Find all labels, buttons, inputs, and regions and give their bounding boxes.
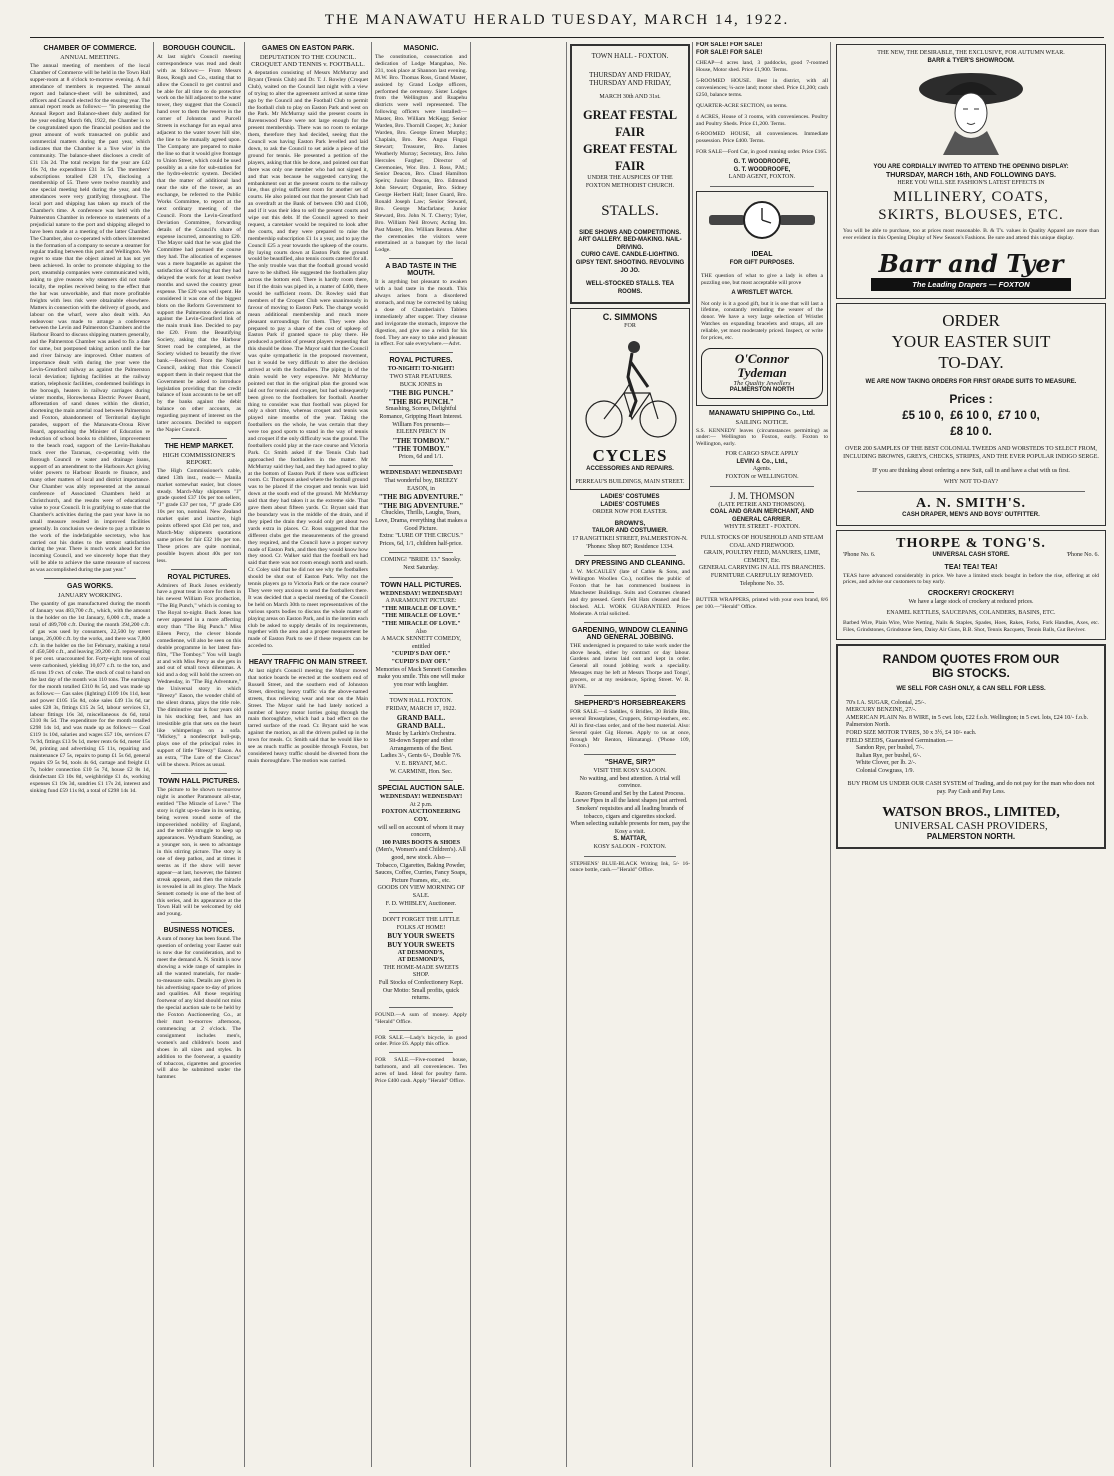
easter-suit-ad [836, 303, 1106, 527]
logo-tagline: The Leading Drapers — FOXTON [871, 278, 1071, 291]
ad-line: When selecting suitable presents for men, pay the Kosy a visit. [570, 821, 690, 835]
ad-line: Prices, 6d and 1/1. [398, 453, 444, 460]
quote-item: 70's I.A. SUGAR, Colonial, 25/-. [846, 699, 926, 706]
article-subheading: ANNUAL MEETING. [60, 54, 120, 61]
ad-line: LADIES' COSTUMES [600, 501, 660, 508]
article-heading: GAMES ON EASTON PARK. [261, 45, 355, 52]
divider [710, 486, 814, 487]
ad-line: OVER 200 SAMPLES OF THE BEST COLONIAL TWEEDS AND WORSTEDS TO SELECT FROM, INCLUDING BROWNS, GREYS, CHECKS, STRIPES, AND THE EVER POPULAR INDIGO SERGE. [843, 446, 1099, 460]
quote-item: Sandon Rye, per bushel, 7/-. [856, 745, 924, 752]
divider [584, 622, 676, 623]
ad-line: FOR SALE! FOR SALE! [696, 49, 763, 56]
stalls-title: STALLS. [601, 202, 659, 219]
ad-line: will sell on account of whom it may concern, [377, 824, 465, 839]
ad-line: TOWN HALL FOXTON. [389, 698, 453, 705]
ad-line: S. MATTAR, [613, 836, 647, 843]
ad-line: BUY YOUR SWEETS [387, 940, 455, 949]
ad-body: Barbed Wire, Plain Wire, Wire Netting, Nails & Staples, Spades, Hoes, Rakes, Forks, Fork Handles, Axes, etc. Files, Grindstones, Grindstone Sets, Daisy Air Guns, B.B. Shot, Tennis Racquets, Tennis Balls, Gut Reviver. [843, 620, 1099, 634]
ad-line: FOR [624, 323, 636, 330]
price: £5 10 0, [902, 410, 944, 423]
ad-line: (LATE PETRIE AND THOMSON). [718, 501, 806, 508]
article-body: The constitution, consecration and dedication of Lodge Mangahao, No. 231, took place at Shannon last evening. M.W. Bro. Thomas Ross, Grand Master, assisted by Grand Lodge officers, performed the ceremony. Sister Lodges from the Wellington and Ruapehu districts were well represented. The following officers were installed:—Master, Bro. William McKegg; Senior Warden, Bro. Thornill Cooper, Jr.; Junior Warden, Bro. George Ernest Murphy; Chaplain, Bro. Rev. Angus Fingal Stewart; Treasurer, Bro. James Weatherly Murray; Secretary, Bro. John Hercules Fargher; Director of Ceremonies, Wor. Bro. J. Ross, P.M.; Senior Deacon, Bro. Claud Hamilton Speirs; Junior Deacon, Bro. Edmund John Stewart; Organist, Bro. Sidney George Herbert Hall; Inner Guard, Bro. Ronald Joseph Law; Senior Steward, Bro. George Macfarlane; Junior Steward, Bro. John N. T. Cherry; Tyler, Bro. William Neil Brown; Acting Im. Past Master, Bro. William Renton. After the ceremonies the visitors were entertained at a banquet by the local Lodge. [375, 54, 467, 254]
price: £6 10 0, [950, 410, 992, 423]
grand-ball-ad [375, 698, 467, 776]
watson-bros-ad [836, 644, 1106, 850]
divider [389, 552, 453, 553]
ad-line: "CUPID'S DAY OFF." [391, 658, 451, 665]
ad-line: TOWN HALL - FOXTON. [591, 52, 669, 60]
ad-line: Telephone No. 35. [739, 580, 785, 587]
divider [171, 438, 227, 439]
ad-line: (Men's, Women's and Children's). All good, new stock. Also— [376, 847, 466, 861]
ad-title: J. M. THOMSON [729, 490, 795, 501]
masthead: THE MANAWATU HERALD TUESDAY, MARCH 14, 1922. [324, 12, 790, 28]
kosy-saloon-ad [570, 759, 690, 851]
ad-line: FOXTON or WELLINGTON. [725, 474, 799, 481]
ad-line: WEDNESDAY! WEDNESDAY! [379, 590, 463, 597]
auction-sale-ad [375, 794, 467, 908]
column-3 [248, 42, 368, 1467]
column-6 [696, 42, 828, 1467]
article-subheading: DEPUTATION TO THE COUNCIL. CROQUET AND TENNIS v. FOOTBALL. [251, 54, 365, 68]
ad-line: COMING! "BRIDE 13." Snooky. [380, 557, 462, 564]
ad-line: TO-NIGHT! TO-NIGHT! [387, 366, 455, 373]
ad-line: Ladies 3/-, Gents 6/-, Double 7/6. [380, 753, 462, 760]
ad-title: THORPE & TONG'S. [896, 536, 1046, 552]
article-heading: THE HEMP MARKET. [164, 442, 234, 450]
ad-heading: TOWN HALL PICTURES. [380, 581, 462, 589]
divider [44, 578, 136, 579]
column-rule [692, 42, 693, 1467]
ad-line: "THE BIG ADVENTURE." [378, 493, 464, 502]
divider [389, 1007, 453, 1008]
divider [389, 693, 453, 694]
ad-line: GRAND BALL. [396, 713, 446, 722]
ad-line: Our Motto: Small profits, quick returns. [382, 987, 460, 1002]
prices-heading: Prices : [949, 392, 993, 407]
ad-line: No waiting, and best attention. A trial will convince. [579, 775, 681, 790]
ad-heading: ROYAL PICTURES. [389, 357, 453, 365]
ad-title: WATSON BROS., LIMITED, [882, 804, 1060, 820]
ad-line: FURNITURE CAREFULLY REMOVED. [710, 573, 814, 579]
ad-line: WELL-STOCKED STALLS. TEA ROOMS. [585, 281, 675, 295]
ad-line: WE ARE NOW TAKING ORDERS FOR FIRST GRADE SUITS TO MEASURE. [865, 378, 1077, 385]
ad-line: THE NEW, THE DESIRABLE, THE EXCLUSIVE, FOR AUTUMN WEAR. [877, 50, 1065, 56]
ad-line: A PARAMOUNT PICTURE: [385, 598, 457, 605]
ad-line: BUY YOUR SWEETS [387, 932, 455, 941]
ad-headline: TO-DAY. [938, 352, 1004, 372]
land-agent [696, 159, 828, 182]
ad-line: 100 PAIRS BOOTS & SHOES [381, 839, 461, 846]
price-list [843, 408, 1099, 440]
article-body: The High Commissioner's cable, dated 13th inst., reads:— Manila market somewhat easier, but closes steady. March-May shipments "J" grade quoted £37 10s per ton sellers, "J" grade £37 per ton, "J" grade £36 10s per ton, nominal. New Zealand market quiet and inactive, high points offered spot £34 per ton, and March-May shipments quotations same prices for fair £32 10s per ton. These prices are quite nominal, possible buyers about 40s per ton less. [157, 467, 241, 564]
ad-line: MARCH 30th AND 31st. [599, 93, 661, 100]
ad-line: At 2 p.m. [409, 801, 433, 808]
logo-text: O'Connor [734, 350, 790, 366]
article-heading: HEAVY TRAFFIC ON MAIN STREET. [248, 659, 368, 667]
thomson-ad [696, 491, 828, 589]
ad-line: BROWN'S, [614, 520, 646, 527]
article-heading: TOWN HALL PICTURES. [158, 778, 240, 785]
ad-line: AT DESMOND'S, [397, 949, 445, 956]
divider [584, 856, 676, 857]
divider [710, 592, 814, 593]
ad-line: 'Phone No. 6. [843, 552, 876, 559]
ad-line: WHYTE STREET - FOXTON. [724, 524, 800, 531]
logo-text: The Quality Jewellers [733, 379, 791, 387]
article-heading: A BAD TASTE IN THE MOUTH. [385, 263, 457, 278]
divider [584, 555, 676, 556]
article-heading: ROYAL PICTURES. [167, 573, 231, 581]
divider [389, 352, 453, 353]
ad-heading: GARDENING, WINDOW CLEANING AND GENERAL JOBBING. [572, 626, 688, 641]
column-2 [157, 42, 241, 1467]
ad-line: WEDNESDAY! WEDNESDAY! [379, 794, 463, 801]
small-ad: FOR SALE.—Lady's bicycle, in good order. Price £6. Apply this office. [375, 1034, 467, 1048]
ad-line: CASH DRAPER, MEN'S AND BOYS' OUTFITTER. [902, 511, 1040, 518]
fair-title: GREAT FESTAL FAIR [582, 142, 678, 174]
ad-line: "THE TOMBOY." [392, 436, 450, 445]
festal-fair-ad [570, 44, 690, 304]
ad-line: 'Phones: Shop 807; Residence 1334. [586, 543, 674, 550]
ad-line: A MACK SENNETT COMEDY, entitled [381, 636, 461, 650]
ad-line: FOR GIFT PURPOSES. [729, 259, 795, 266]
ad-line: GOODS ON VIEW MORNING OF SALE. [377, 885, 465, 899]
ad-line: LADIES' COSTUMES [600, 494, 660, 501]
ad-headline: RANDOM QUOTES FROM OUR [882, 651, 1060, 666]
article-heading: BOROUGH COUNCIL. [162, 45, 236, 52]
article-body: A sum of money has been found. The question of ordering your Easter suit is now due for consideration, and to meet the demand A. N. Smith is now showing a wide range of samples in all the wanted materials, for made-to-measure suits. Details are given in his advertising space to-day of prices and qualities. All those requiring footwear of any kind should not miss the special auction sale to be held by the Foxton Auctioneering Co., at their mart to-morrow afternoon, commencing at 2 o'clock. The consignment includes men's, women's and children's boots and shoes in all sizes and styles. In addition to the footwear, a quantity of tobaccos, cigarettes and groceries will also be submitted under the hammer. [157, 936, 241, 1081]
ad-line: WHY NOT TO-DAY? [943, 479, 999, 486]
price: £7 10 0, [998, 410, 1040, 423]
property-listing: 4 ACRES, House of 3 rooms, with conveniences. Poultry and Poultry Sheds. Price £1,200. Terms. [696, 113, 828, 127]
column-7 [836, 42, 1106, 1467]
logo-text: Tydeman [737, 364, 787, 380]
wristlet-watch-ad [696, 191, 828, 406]
ad-body: J. W. McCAULEY (late of Cathie & Sons, and Wellington Woollen Co.), notifies the public of Foxton that he has commenced business in Manchester Buildings. Suits and Costumes cleaned and dry pressed. Gent's Felt Hats cleaned and Re-blocked. ALL WORK GUARANTEED. Prices Moderate. A trial solicited. [570, 569, 690, 617]
column-1 [30, 42, 150, 1467]
simmons-cycles-ad [570, 308, 690, 490]
ad-line: AT DESMOND'S, [397, 957, 445, 964]
divider [389, 780, 453, 781]
divider [171, 922, 227, 923]
divider [389, 258, 453, 259]
ad-line: 17 RANGITIKEI STREET, PALMERSTON-N. [572, 536, 688, 543]
ad-line: FULL STOCKS OF HOUSEHOLD AND STEAM COAL AND FIREWOOD. [700, 535, 824, 549]
divider [584, 695, 676, 696]
ad-line: CURIO CAVE. CANDLE-LIGHTING. [581, 252, 679, 259]
article-body: The picture to be shown to-morrow night is another Paramount all-star, entitled "The Miracle of Love." The story is right up-to-date in its setting, being woven round some of the impoverished nobility of England, and the terrible struggle to keep up appearances. Wyndham Standing, as a younger son, is seen to advantage in this stirring picture. The story is one of deep pathos, and at times it seems as if the show will never appear—at last, however, the faintest streak appears, and then the miracle is revealed in all its glory. The Mack Sennett comedy is one of the best of this series, and its appearance at the Town Hall will be welcomed by old and young. [157, 787, 241, 918]
article-body: At last night's Council meeting the Mayor moved that notice boards be erected at the southern end of Russell Street, and the southern end of Johnston Street, directing heavy traffic via the above-named streets, thus relieving wear and tear on the Main Street. The Mayor said he had lately noticed a number of heavy motor lorries going through the main thoroughfare, which had a bad effect on the tarred surface of the road. Cr. Bryant said he was against the motion, as all the drivers pulled up in the town for meals. Cr. Smith said that he would like to see as much traffic as possible through Foxton, but considered heavy traffic should be diverted from the main thoroughfare. The motion was carried. [248, 668, 368, 764]
phone-row [843, 552, 1099, 560]
quote-item: AMERICAN PLAIN No. 8 WIRE, in 5 cwt. lots, £22 f.o.b. Wellington; in 5 cwt. lots, £24 10/- f.o.b. Palmerston North. [846, 714, 1088, 729]
brown-tailor-ad [570, 494, 690, 551]
ad-line: VISIT THE KOSY SALOON. [593, 767, 667, 774]
article-body: Admirers of Buck Jones evidently have a great treat in store for them in his newest William Fox production, "The Big Punch," which is coming to The Royal to-night. Buck Jones has never appeared in a more affecting story than "The Big Punch." Miss Eileen Percy, the clever blonde comedienne, will also be seen on this double programme in her latest fun-film, "The Tomboy." You will laugh at and with Miss Percy as she gets in and out of small town dilemmas. A kid and a dog will hold the screen on Wednesday, in "The Big Adventure," the Universal story in which "Breezy" Eason, the wonder child of the silent drama, plays the title role. The diminutive star is four years old in his stocking feet, and has an irresistible grin that sets on the heart like whimperings on a sofa. "Mickey," a nondescript bull-pup, plays one of the principal roles in support of little "Breezy" Eason. As an extra, "The Lure of the Circus" will be shown. Prices as usual. [157, 582, 241, 769]
ad-body: S.S. KENNEDY leaves (circumstances permitting) as under:— Wellington to Foxton, early. Foxton to Wellington, early. [696, 427, 828, 448]
property-listing: 5-ROOMED HOUSE. Best in district, with all conveniences; ¼-acre land; motor shed. Price £1,200; cash £250, balance terms. [696, 78, 828, 98]
ad-headline: BIG STOCKS. [932, 665, 1010, 680]
ad-line: "THE BIG ADVENTURE." [378, 501, 464, 510]
ad-line: G. T. WOODROOFE, [733, 166, 791, 173]
ad-line: UNIVERSAL CASH PROVIDERS, [894, 820, 1048, 832]
divider [710, 186, 814, 187]
royal-pictures-ad [375, 366, 467, 572]
small-ad: BUTTER WRAPPERS, printed with your own brand, 8/6 per 100.—"Herald" Office. [696, 597, 828, 611]
barr-tyer-logo [871, 250, 1071, 291]
divider [389, 465, 453, 466]
small-ad: FOR SALE.—Five-roomed house, bathroom, and all conveniences. Ten acres of land. Ideal for poultry farm. Price £400 cash. Apply "Herald" Office. [375, 1057, 467, 1085]
sweets-ad [375, 917, 467, 1003]
barr-tyer-ad [836, 44, 1106, 299]
ad-line: Smokers' requisites and all leading brands of tobacco, cigars and cigarettes stocked. [576, 805, 684, 820]
divider [857, 491, 1085, 492]
ad-line: Sit-down Supper and other Arrangements of the Best. [388, 738, 454, 752]
ad-line: That wonderful boy, BREEZY EASON, in [384, 478, 458, 492]
ad-title: A. N. SMITH'S. [915, 495, 1027, 511]
ad-line: GRAIN, POULTRY FEED, MANURES, LIME, CEMENT, Etc. [703, 550, 821, 564]
ad-line: THURSDAY AND FRIDAY, [589, 70, 671, 79]
ad-heading: SHEPHERD'S HORSEBREAKERS [574, 699, 686, 707]
column-rule [371, 42, 372, 1467]
divider [389, 912, 453, 913]
ad-line: FOXTON AUCTIONEERING COY. [381, 809, 461, 824]
ad-line: GENERAL CARRYING IN ALL ITS BRANCHES. [698, 565, 826, 572]
ad-line: GIPSY TENT. SHOOTING. REVOLVING JO JO. [575, 259, 685, 274]
for-sale-header [696, 50, 828, 58]
shipping-agents [696, 451, 828, 481]
ad-body: THE undersigned is prepared to take work under the above heads, either by contract or day labour. Gardens and lawns laid out and kept in order. General all round jobbing work a speciality. Messages may be left at Messrs Thorpe and Tongs', grocers, or at my residence, Spring Street. W. R. BYNE. [570, 642, 690, 691]
divider [389, 1030, 453, 1031]
ad-line: TEA! TEA! TEA! [944, 563, 998, 571]
ad-line: Music by Larkin's Orchestra. [386, 730, 456, 737]
ad-line: PALMERSTON NORTH [729, 386, 795, 393]
ad-line: "THE MIRACLE OF LOVE." [381, 620, 461, 627]
wristwatch-illustration [707, 198, 817, 242]
ad-line: Razors Ground and Set by the Latest Process. [575, 790, 685, 797]
divider [584, 754, 676, 755]
column-rule [153, 42, 154, 1467]
for-sale-header [696, 42, 828, 50]
masthead-rule [30, 37, 1104, 38]
ad-line: THE HOME-MADE SWEETS SHOP. [383, 964, 459, 979]
column-rule [244, 42, 245, 1467]
ad-line: SIDE SHOWS AND COMPETITIONS. [579, 229, 681, 236]
ad-line: YOU ARE CORDIALLY INVITED TO ATTEND THE OPENING DISPLAY: [873, 164, 1069, 171]
cycles-title: CYCLES [592, 445, 668, 465]
logo-text: Barr and Tyer [878, 248, 1064, 278]
ad-line: WE SELL FOR CASH ONLY, & CAN SELL FOR LESS. [896, 685, 1046, 692]
ad-line: PALMERSTON NORTH. [926, 831, 1016, 841]
ad-line: Next Saturday. [403, 565, 439, 571]
ad-headline: ORDER [942, 310, 1000, 330]
ad-line: FOR SALE! FOR SALE! [696, 42, 763, 48]
ad-line: GRAND BALL. [396, 722, 446, 731]
ad-line: "THE BIG PUNCH." [388, 397, 454, 406]
article-body: The quantity of gas manufactured during the month of January was 483,700 c.ft., which, with the amount in the holder on the 1st January, 6,000 c.ft., made a total of 489,700 c.ft. During the month 394,200 c.ft. of gas was used by consumers, 22,500 by street lamps, 26,000 c.ft. by the works, and there was 7,800 c.ft. in the holder on the 1st February, making a total of 450,500 c.ft., and leaving 39,200 c.ft. representing 8 per cent. unaccounted for. Forty-eight tons of coal were carbonised, yielding 10,077 c.ft. to the ton, and 45 tons 19 cwt. of coke. The stock of coal to hand on the last day of the month was 110 tons. The earnings for the month totalled £310 8s 5d, and was made up as follows:— Gas sales (lighting) £109 10s 11d, heat and power £105 15s 8d, coke sales £49 13s 6d, tar sales £28 3s, fittings £15 2s 5d, labour services £1, labour fittings 16s 3d, miscellaneous 4s 6d, total £310 8s 5d. The expenditure for the month totalled £298 14s 1d, and was made up as follows:— Coal £119 1s 10d, salaries and wages £57 10s, services £7 7s 9d, fittings £13 9s 1d, meter rents 6s 6d, meter 15s 9d, printing and advertising £5 11s, repairing and maintenance £7 5s, repairs to pump £1 5s 6d, general repairs £9 5s 9d, tools 4s 6d, cartage and freight £1 7s, holder connection £10 5s 7d, house £2 8s 1d, disinfectant £3 10s 8d, weighbridge £1 4s, working expenses £1 19s 3d, sundries £1 17s 2d, interest and sinking fund £59 11s 8d, a total of £298 14s 1d. [30, 601, 150, 794]
ad-line: ACCESSORIES AND REPAIRS. [586, 465, 674, 472]
column-rule [830, 42, 831, 1467]
ad-line: PERREAU'S BUILDINGS, MAIN STREET. [575, 478, 685, 485]
quote-item: White Clover, per lb. 2/-. [856, 760, 917, 767]
ad-line: BARR & TYER'S SHOWROOM. [927, 57, 1015, 64]
ad-line: W. CARMINE, Hon. Sec. [389, 768, 453, 775]
article-subheading: JANUARY WORKING. [57, 592, 123, 600]
quote-item: MERCURY BENZINE, 27/-. [846, 707, 917, 714]
ad-line: THURSDAY, MARCH 16th, AND FOLLOWING DAYS. [886, 171, 1056, 179]
ad-line: Agents. [752, 466, 772, 473]
ad-headline: YOUR EASTER SUIT [891, 331, 1051, 351]
article-body: The annual meeting of members of the local Chamber of Commerce will be held in the Town Hall supper-room at 8 o'clock to-morrow evening. A full attendance of members is requested. The annual report and balance-sheet will be submitted, and officers and Council elected for the ensuing year. The annual report reads as follows:— "In presenting the Annual Report and Balance-sheet duly audited for the year ending March 6th, 1922, the Chamber is to be congratulated upon the financial position and the great amount of work transacted on public and commercial matters during the past year, which indicates that the Chamber is a 'live wire' in the community. The balance-sheet discloses a credit of £11 13s 2d. The total receipts for the year are £42 16s 7d, the expenditure £31 3s 5d. The members' subscriptions totalled £28 17s, disclosing a membership of 55. There were twelve monthly and one special meeting held during the year, and the attendances were very gratifying throughout. The local port and shipping has taken up much of the Chamber's time. A conference was held with the Palmerston Chamber in reference to statements of a prejudicial nature to the port and shipping alleged to have been made at a meeting of the latter Chamber. The Chamber, also co-operated with others interested in the formation of a company to secure a steamer for regular trading between this port and Wellington. We regret to state that the object aimed at has not yet been achieved. In order to promote shipping to the port, steamship companies were communicated with, asking to give reasons why steamers did not trade locally, the replies received being to the effect that the bar was unworkable, and that more profitable freights with less risk were obtainable elsewhere. Matters in connection with the delivery of goods, and labour on the wharf, were also dealt with. An endeavour was made to arrange a conference between the Levin and Palmerston Chambers and the Harbour Board to discuss shipping matters generally, and the Palmerston Chamber was asked to fix a date for same, but postponed taking action until the bar and river fairway are improved. Other matters of importance dealt with during the year were the Levin-Greatford railway as against the Palmerston local deviation; lighting facilities at the railway station, telephonic facilities, condemned buildings in the borough, heaters in railway carriages during winter months, Horowhenua Electric Power Board, afforestation of sand dunes within the district, shortening the main arterial road between Palmerston and Foxton, abandonment of Territorial daylight parades, support of the Manawatu-Oroua River Board, approaching the Minister of Education re reduction of school books to children, improvement to the beach road, support of the Levin-Ihakahau track over the Tararuas, co-operating with the Borough Council re water and drainage loans, support of an amendment to the Harbours Act giving wider powers to Harbour Boards re finance, and many other matters of local and district importance. Our Chamber was ably represented at the annual conference of Associated Chambers held at Christchurch, and the results were of educational value to your Council. It is gratifying to state that the Chamber's activities during the past year have in no small measure resulted in improved facilities generally. In conclusion we desire to pay a tribute to the work of the indefatigable secretary, who has carried out his duties to the utmost satisfaction during the year. There is much work ahead for the incoming Council, and we sincerely hope that they will be able to achieve the same measure of success as was accomplished during the past year." [30, 63, 150, 574]
ad-headline: SKIRTS, BLOUSES, ETC. [878, 206, 1064, 223]
ad-body: FOR SALE.—4 Saddles, 6 Bridles, 30 Bridle Bits, several Breastplates, Cruppers, Stirrup-leathers, etc. All in first-class order, and of the best material. Also: Several quiet Gig Horses. Apply to us at once, through Mr Renton, Himatangi. ('Phone 109, Foxton.) [570, 708, 690, 750]
ad-line: KOSY SALOON - FOXTON. [593, 843, 667, 850]
ad-line: "THE BIG PUNCH." [388, 389, 454, 398]
divider [171, 569, 227, 570]
column-rule [470, 42, 471, 1467]
article-heading: CHAMBER OF COMMERCE. [43, 45, 137, 52]
ad-heading: SPECIAL AUCTION SALE. [377, 785, 465, 793]
ad-line: "THE TOMBOY." [392, 445, 450, 454]
price: £8 10 0. [950, 426, 992, 439]
quote-item: Italian Rye, per bushel, 6/-. [856, 752, 922, 759]
cyclist-illustration [574, 331, 686, 441]
divider [389, 1052, 453, 1053]
article-body: A deputation consisting of Messrs McMurray and Bryant (Tennis Club) and Dr. T. J. Rowley (Croquet Club), waited on the Council last night with a view of trying to alter the agreement arrived at some time ago by the Council and the Football Club to permit the football club to play on Easton Park and west on the Park. Mr McMurray said the present courts in Ravenswood Place were not large enough for the present membership. There was no room to enlarge them, therefore they had decided, seeing that the Council was having Easton Park levelled and laid down, to ask the Council to set aside a piece of the ground for tennis. He presented a petition of the players, asking that this be done, and pointed out that there was only one member who had not signed it, and that was because he suggested carrying the embankment out at the present courts to the railway line, thus giving sufficient room for another set of courts. He also pointed out that the present Club had an overdraft at the Bank of between £90 and £100, and if it was their idea to sell the present courts and wipe out this debt. If the Council agreed to their request, a caretaker would be required to look after the courts, and they were prepared to raise the membership subscription £1 1s a year, and to pay the Council £25 a year towards the upkeep of the courts. By laying courts down at Easton Park the ground would be beautified, also tennis courts catered for all. The only trouble was that the football ground would have to be shifted. He suggested the footballers play across the bottom end. There is hardly room there, but if the drain was piped in, a matter of £400, there would be sufficient room. Dr. Rowley said that members of the Croquet Club were unanimously in favour of moving to Easton Park. The change would mean additional membership and much more pleasant surroundings for them. They were also prepared to pay a share of the cost of upkeep of Easton Park if granted space to play there. He produced a petition of present players requesting that this should be done. The Mayor said that the Council was quite sympathetic in the proposed movement, but it would be very difficult to alter the decision arrived at with the footballers. The piping in of the drain would be very expensive. Mr McMurray pointed out that in the original plan the ground was laid out for tennis and croquet, but had subsequently been given to the footballers for football. Another thing to consider was that football was played for only a short time, whereas croquet and tennis was played nine months of the year. Taking the footballers on the whole, he was certain that they were too good sports to stand in the way of tennis and croquet if the only difficulty was the ground. The footballers could play at the race course and Victoria Park. Cr. Smith asked if the Tennis Club had approached the footballers in the matter. Mr McMurray said they had, and they had agreed to play at the bottom of Easton Park if there was sufficient room. Cr. Thompson asked where the football ground was to be placed if the croquet and tennis was laid down at the south end of the ground. Mr McMurray said that they had taken it as the extreme side. That gave them about fifteen yards. Cr. Bryant said that the boundary was in the middle of the drain, and if they piped the drain they would only get about two yards extra in places. Cr. Ross suggested that the different clubs get the measurements of the ground they required, and the Council have a proper survey made of Easton Park, and then they would know how they stood. Cr. Walker said that the football ers had said that there was not room enough north and south. Cr. Coley said that he did not see why the footballers should be shut out of Easton Park. Why not the tennis players go to Victoria Park or the race course? They were very anxious to send the footballers there. It was decided that a special meeting of the Council be held on March 30th to meet representatives of the various sports bodies to discuss the whole matter of playing areas on Easton Park, and in the interim each club be asked to supply details of its requirements, together with the area and a proper measurement be made of Easton Park to see if these requests can be acceded to. [248, 70, 368, 650]
thorpe-tongs-ad [836, 530, 1106, 640]
ad-line: BUCK JONES in [399, 381, 443, 388]
ad-title: C. SIMMONS [602, 312, 658, 323]
ad-title: A WRISTLET WATCH. [731, 289, 793, 296]
ad-line: TWO STAR FEATURES. [389, 373, 453, 380]
property-listing: QUARTER-ACRE SECTION, on terms. [696, 102, 788, 109]
ad-line: LEVIN & Co., Ltd., [736, 458, 788, 465]
column-5 [570, 42, 690, 1467]
article-body: At last night's Council meeting correspondence was read and dealt with as follows:— From Messrs Ross, Rough and Co., stating that to allow the Council to get control and be able for all time to do protective work on the hill adjacent to the water tower, they suggest that the Council hand over to them the reserve in the corner of Johnston and Purcell Streets in exchange for an equal area adjacent to the water tower hill site, the line to be mutually agreed upon. The Company are prepared to make the line so that it would give frontage to Union Street, which could be used possibly as a site for sub-station for the hydro-electric system. Decided that the matter of additional land near the site of the tower, as an exchange, be referred to the Public Works Committee, to report at the next ordinary meeting of the Council. From the Levin-Greatford Deviation Committee, forwarding details of the Council's share of expense incurred, amounting to £20. The Mayor said that he was glad the Committee had pursued the course they had. The allocation of expenses was a mere bagatelle as against the satisfaction of knowing that they had delayed the work for at least twelve months and saved the country great expense. The £20 was well spent. He considered it was one of the biggest blots on the Reform Government to support the Palmerston deviation as against the Levin-Greatford link of the main trunk line. Decided to pay the £20. From the Beautifying Society, asking that the Harbour Street road be completed, as the Society wished to beautify the river bank.—Received. From the Napier Council, asking that this Council support them in their request that the Government be asked to introduce legislation providing that the credit balance of loan accounts to be set off by the banks against the debit balance on other accounts, as regarding payment of interest on the latter accounts. Decided to support the Napier Council. [157, 54, 241, 433]
ad-line: UNIVERSAL CASH STORE. [932, 552, 1010, 559]
article-heading: MASONIC. [403, 45, 439, 52]
ad-line: WEDNESDAY! WEDNESDAY! [379, 470, 463, 477]
ad-line: ORDER NOW FOR EASTER. [592, 509, 668, 516]
ad-body: TEAS have advanced considerably in price. We have a limited stock bought in before the rise, offering at old prices, and advise our customers to buy early. [843, 572, 1099, 586]
ad-line: COAL AND GRAIN MERCHANT, AND GENERAL CARRIER. [710, 509, 814, 523]
ad-line: Loewe Pipes in all the latest shapes just arrived. [572, 798, 688, 805]
divider [262, 654, 354, 655]
ad-line: "THE MIRACLE OF LOVE." [381, 613, 461, 620]
ad-heading: DRY PRESSING AND CLEANING. [575, 560, 685, 568]
column-rule [566, 42, 567, 1467]
article-heading: BUSINESS NOTICES. [163, 927, 235, 935]
divider [389, 577, 453, 578]
ad-line: FRIDAY, MARCH 17, 1922. [385, 705, 457, 712]
ad-line: Extra: "LURE OF THE CIRCUS." [379, 533, 463, 540]
ad-line: Smashing, Scenes, Delightful Romance, Gripping Heart Interest. [379, 406, 463, 420]
ad-line: HERE YOU WILL SEE FASHION'S LATEST EFFECTS IN [897, 180, 1045, 187]
ad-line: V. E. BRYANT, M.C. [395, 761, 447, 768]
ad-line: Also [415, 628, 427, 635]
divider [171, 773, 227, 774]
ad-line: TAILOR AND COSTUMIER. [592, 528, 668, 535]
property-listing: CHEAP—4 acres land, 3 paddocks, good 7-roomed House, Motor shed. Price £1,900. Terms. [696, 60, 828, 74]
ad-line: IF you are thinking about ordering a new Suit, call in and have a chat with us first. [872, 467, 1070, 474]
ad-line: 'Phone No. 6. [1066, 552, 1099, 559]
ad-line: Chuckles, Thrills, Laughs, Tears, Love, Drama, everything that makes a Good Picture. [375, 510, 467, 532]
article-heading: GAS WORKS. [67, 583, 113, 591]
ad-line: Prices, 6d, 1/1, children half-price. [379, 540, 463, 547]
ad-line: THURSDAY AND FRIDAY, [589, 79, 671, 88]
ad-line: Tobacco, Cigarettes, Baking Powder, Sauces, Coffee, Curries, Fancy Soaps, Picture Frames, etc., etc. [375, 862, 467, 884]
article-body: It is anything but pleasant to awaken with a bad taste in the mouth. This always arises from a disordered stomach, and may be corrected by taking a dose of Chamberlain's Tablets immediately after supper. They cleanse and invigorate the stomach, improve the digestion, and give one a relish for his food. They are easy to take and pleasant in effect. For sale everywhere.—Advt. [375, 279, 467, 348]
property-listing: FOR SALE—Ford Car, in good running order. Price £165. [696, 149, 828, 156]
ad-title: IDEAL [751, 250, 773, 258]
ad-line: "CUPID'S DAY OFF." [391, 651, 451, 658]
ad-subheading: SAILING NOTICE. [735, 418, 789, 426]
quote-item: FIELD SEEDS, Guaranteed Germination.— [846, 737, 953, 744]
ad-line: G. T. WOODROOFE, [733, 159, 791, 166]
ad-line: William Fox presents— [392, 421, 450, 428]
ad-line: Full Stocks of Confectionery Kept. [378, 979, 464, 986]
ad-line: BUY FROM US UNDER OUR CASH SYSTEM of Trading, and do not pay for the man who does not pay. Pay Cash and Pay Less. [847, 781, 1095, 796]
column-4 [375, 42, 467, 1467]
ad-line: LAND AGENT, FOXTON. [728, 174, 796, 181]
fair-title: GREAT FESTAL FAIR [582, 108, 678, 140]
ad-line: ART GALLERY. BED-MAKING. NAIL-DRIVING. [578, 237, 682, 251]
ad-line: FOR CARGO SPACE APPLY [725, 451, 799, 458]
ad-line: UNDER THE AUSPICES OF THE FOXTON METHODIST CHURCH. [585, 175, 675, 189]
ad-body: You will be able to purchase, too at prices most reasonable. B. & T's. values in Quality Apparel are more than ever evident in this Opening Display of New Season's Fashions. Be sure and attend this unique display. [843, 227, 1099, 241]
ad-line: DON'T FORGET THE LITTLE FOLKS AT HOME! [382, 917, 460, 931]
quote-item: FORD SIZE MOTOR TYRES, 30 x 3½, £4 10/- each. [846, 729, 977, 736]
ad-line: "SHAVE, SIR?" [604, 759, 656, 767]
ad-line: We have a large stock of crockery at reduced prices. [908, 598, 1034, 605]
lady-in-hat-illustration [911, 65, 1031, 155]
ad-line: EILEEN PERCY IN [396, 429, 446, 436]
ad-body: Not only is it a good gift, but it is one that will last a lifetime, constantly reminding the wearer of the donor. We have a very large selection of Wristlet Watches on expanding bracelets and straps, all are reliable, yet most moderately priced. Inspect, or write for prices, etc. [701, 300, 823, 342]
town-hall-pictures-ad [375, 591, 467, 690]
ad-line: ENAMEL KETTLES, SAUCEPANS, COLANDERS, BASINS, ETC. [886, 609, 1056, 616]
ad-line: "THE MIRACLE OF LOVE." [381, 605, 461, 612]
quote-item: Colonial Cowgrass, 1/9. [856, 767, 914, 774]
small-ad: FOUND.—A sum of money. Apply "Herald" Office. [375, 1011, 467, 1025]
ad-heading: MANAWATU SHIPPING Co., Ltd. [708, 409, 816, 417]
ad-body: THE question of what to give a lady is often a puzzling one, but most acceptable will prove [701, 273, 823, 287]
oconnor-tydeman-logo [701, 348, 823, 399]
article-subheading: HIGH COMMISSIONER'S REPORT. [162, 451, 236, 466]
ad-line: F. D. WHIBLEY, Auctioneer. [385, 900, 457, 907]
small-ad: STEPHENS' BLUE-BLACK Writing Ink, 5/- 16-ounce bottle, cash.—"Herald" Office. [570, 860, 690, 874]
ad-headline: MILLINERY, COATS, [893, 188, 1049, 205]
ad-line: Memories of Mack Sennett Comedies make you smile. This one will make you roar with laughter. [375, 666, 467, 688]
property-listing: 6-ROOMED HOUSE, all conveniences. Immediate possession. Price £400. Terms. [696, 131, 828, 145]
ad-line: CROCKERY! CROCKERY! [927, 590, 1015, 598]
